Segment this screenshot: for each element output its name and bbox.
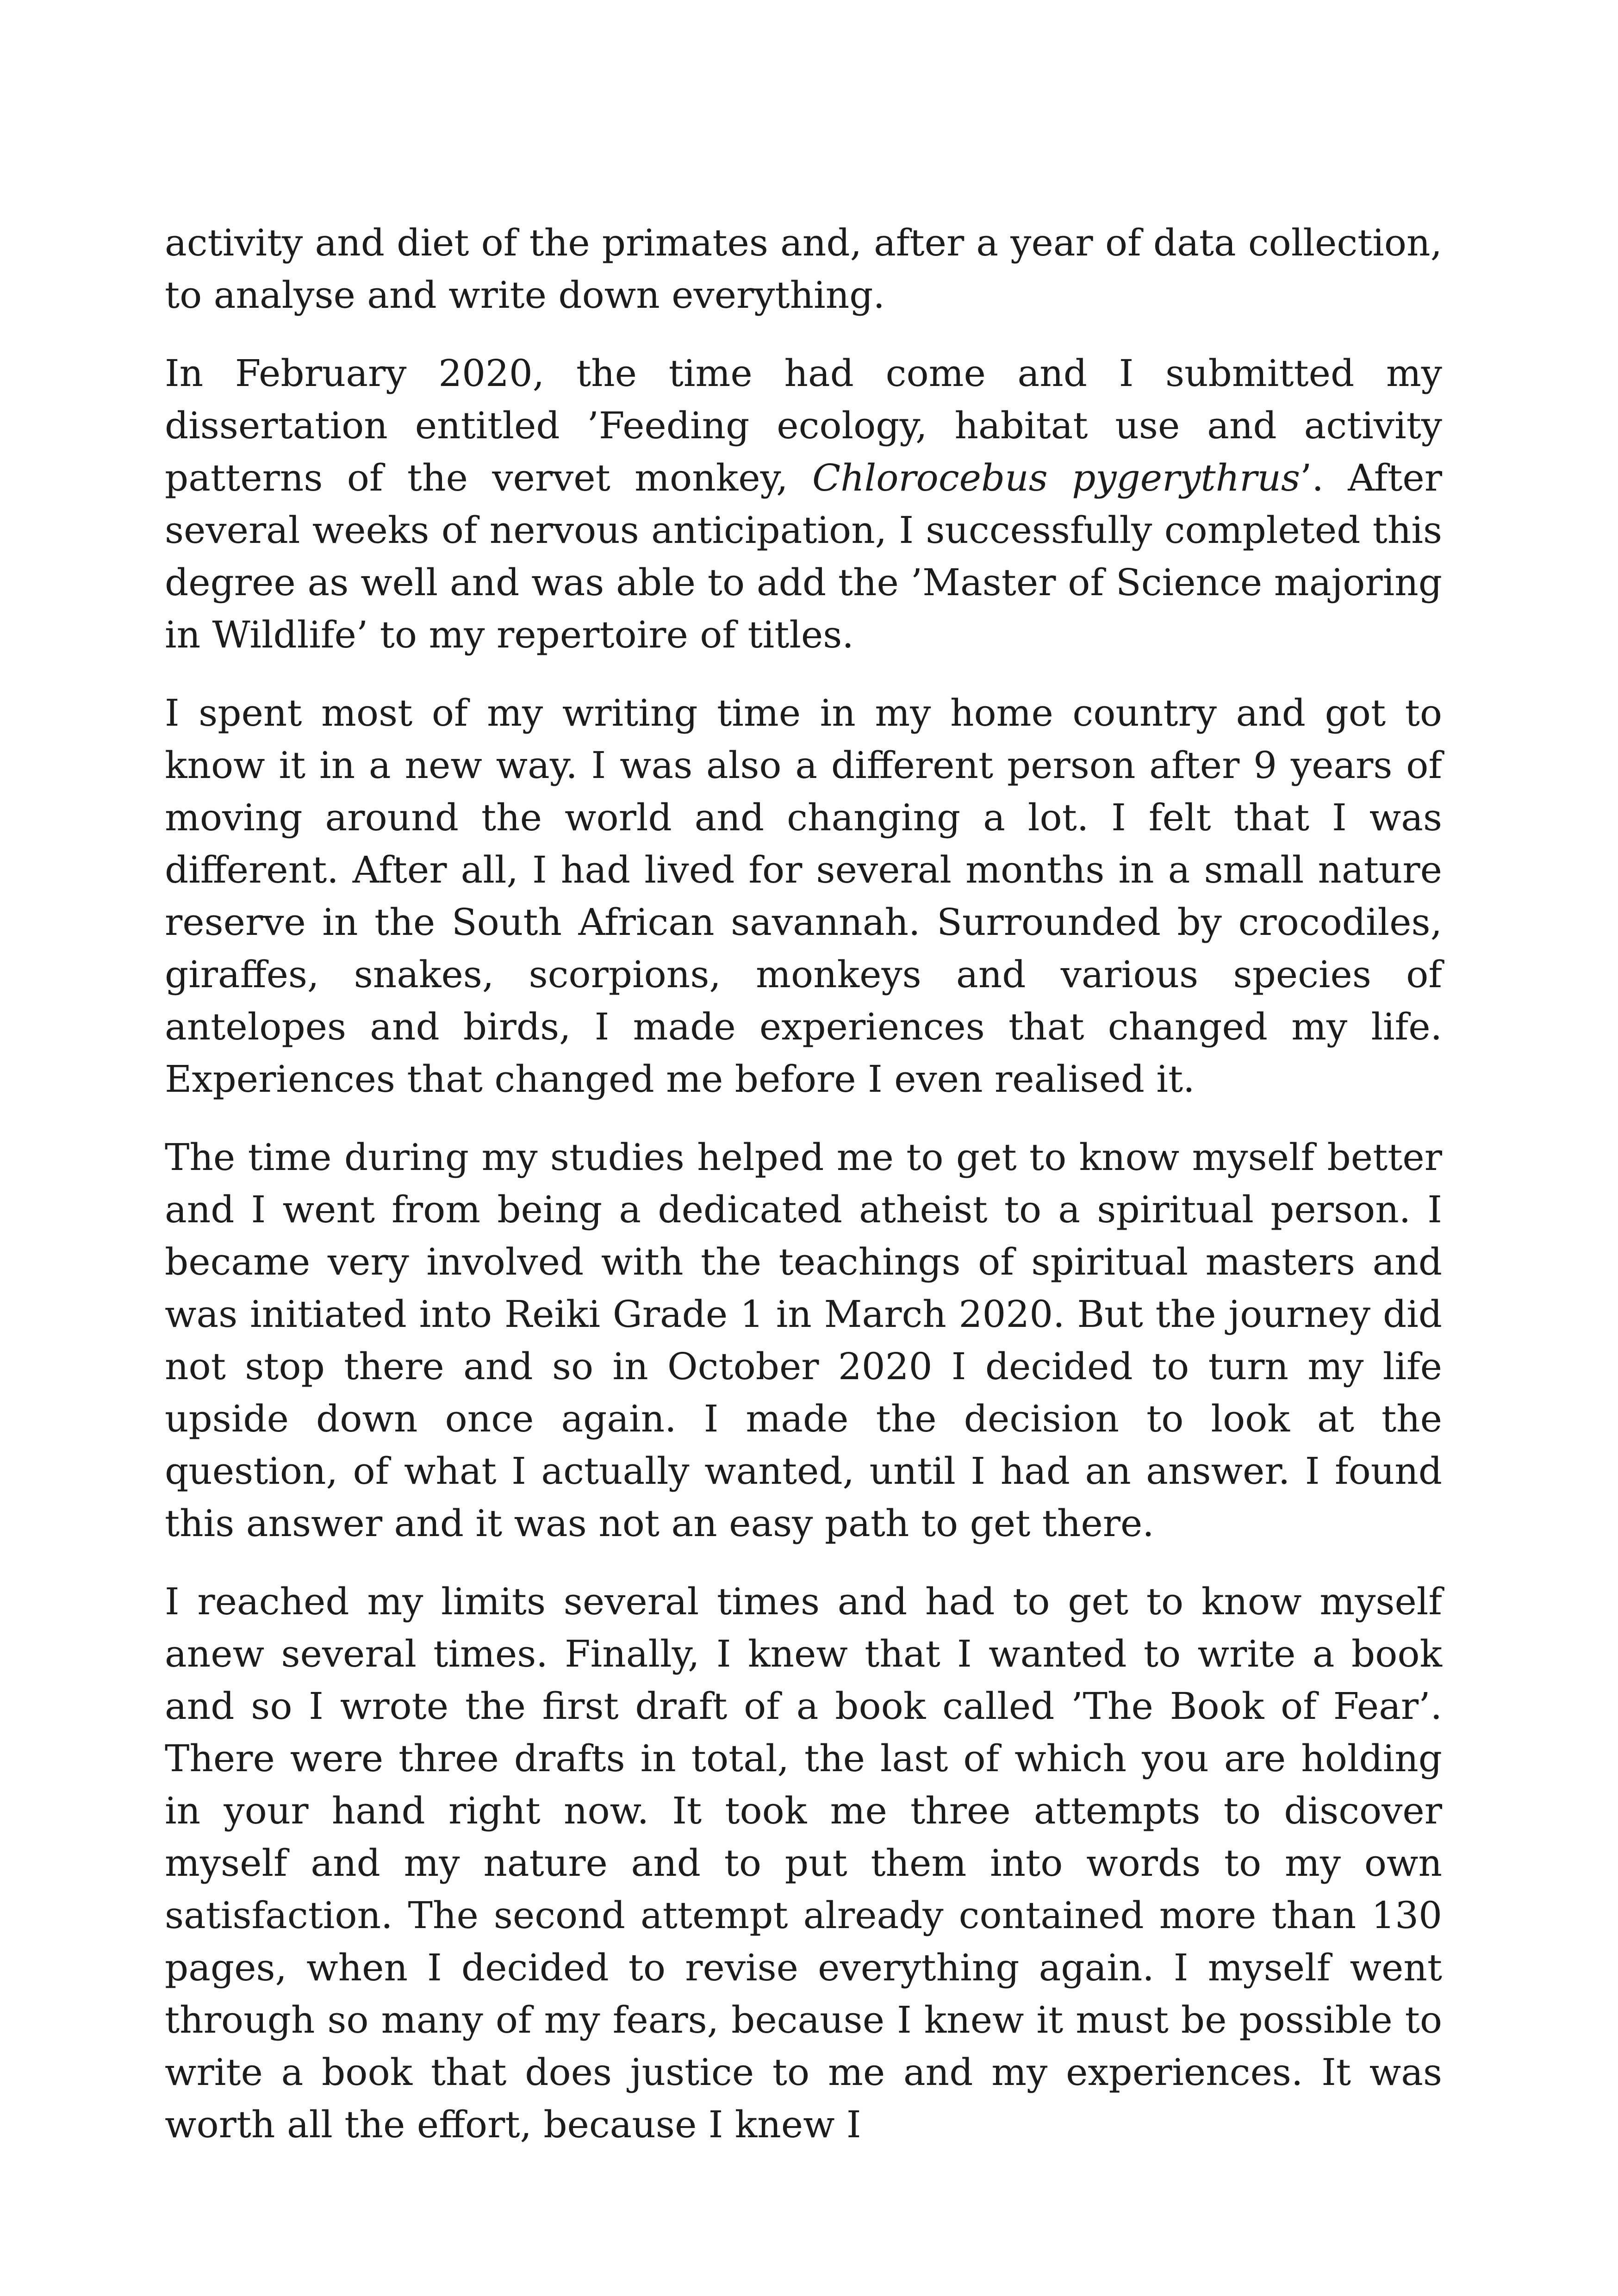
paragraph-2-text-after: ’. After several weeks of nervous anticipation, I successfully completed this degree as well and was able to add the ’Master of Science majoring in Wildlife’ to my repertoire of titles. — [165, 456, 1443, 656]
species-name-italic: Chlorocebus pygerythrus — [812, 456, 1301, 499]
paragraph-3 — [165, 687, 1442, 1105]
paragraph-3-text: I spent most of my writing time in my home country and got to know it in a new way. I was also a different person after 9 years of moving around the world and changing a lot. I felt that I was different. After all, I had lived for several months in a small nature reserve in the South African savannah. Surrounded by crocodiles, giraffes, snakes, scorpions, monkeys and various species of antelopes and birds, I made experiences that changed my life. Experiences that changed me before I even realised it. — [165, 691, 1442, 1101]
paragraph-5 — [165, 1575, 1442, 2151]
paragraph-1 — [165, 217, 1442, 321]
paragraph-4 — [165, 1131, 1442, 1549]
paragraph-5-text: I reached my limits several times and had to get to know myself anew several times. Finally, I knew that I wanted to write a book and so I wrote the first draft of a book called ’The Book of Fear’. There were three drafts in total, the last of which you are holding in your hand right now. It took me three attempts to discover myself and my nature and to put them into words to my own satisfaction. The second attempt already contained more than 130 pages, when I decided to revise everything again. I myself went through so many of my fears, because I knew it must be possible to write a book that does justice to me and my experiences. It was worth all the effort, because I knew I — [165, 1580, 1442, 2146]
paragraph-2-text-before: In February 2020, the time had come and I submitted my dissertation entitled ’Feeding ecology, habitat use and activity patterns of the vervet monkey, — [165, 352, 1442, 499]
paragraph-4-text: The time during my studies helped me to get to know myself better and I went from being a dedicated atheist to a spiritual person. I became very involved with the teachings of spiritual masters and was initiated into Reiki Grade 1 in March 2020. But the journey did not stop there and so in October 2020 I decided to turn my life upside down once again. I made the decision to look at the question, of what I actually wanted, until I had an answer. I found this answer and it was not an easy path to get there. — [165, 1136, 1442, 1545]
paragraph-1-text: activity and diet of the primates and, after a year of data collection, to analyse and write down everything. — [165, 221, 1442, 317]
paragraph-2 — [165, 347, 1442, 661]
body-text — [165, 217, 1442, 2177]
